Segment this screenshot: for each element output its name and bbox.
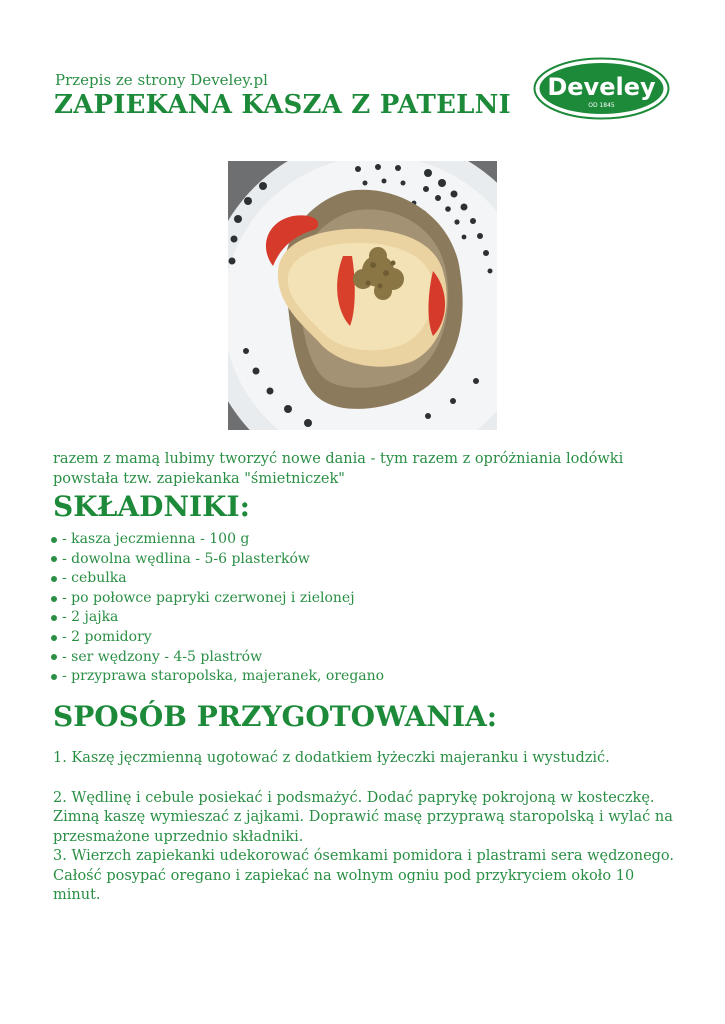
ingredients-list (51, 530, 384, 687)
list-item: - dowolna wędlina - 5-6 plasterków (51, 550, 384, 570)
list-item: - cebulka (51, 569, 384, 589)
list-item: - przyprawa staropolska, majeranek, oregano (51, 667, 384, 687)
bullet-icon (51, 537, 57, 543)
list-item: - 2 jajka (51, 608, 384, 628)
bullet-icon (51, 635, 57, 641)
list-item: - 2 pomidory (51, 628, 384, 648)
list-item: - kasza jeczmienna - 100 g (51, 530, 384, 550)
list-item: - po połowce papryki czerwonej i zielonej (51, 589, 384, 609)
recipe-title: ZAPIEKANA KASZA Z PATELNI (54, 90, 511, 120)
bullet-icon (51, 674, 57, 680)
intro-text: razem z mamą lubimy tworzyć nowe dania - tym razem z opróżniania lodówki powstała tzw. zapiekanka "śmietniczek" (53, 451, 624, 487)
bullet-icon (51, 576, 57, 582)
ingredients-heading: SKŁADNIKI: (53, 490, 250, 523)
source-line: Przepis ze strony Develey.pl (55, 71, 268, 89)
method-steps (53, 749, 678, 906)
bullet-icon (51, 654, 57, 660)
step-3: 3. Wierzch zapiekanki udekorować ósemkami pomidora i plastrami sera wędzonego. Całość posypać oregano i zapiekać na wolnym ogniu pod przykryciem około 10 minut. (53, 848, 675, 903)
step-2: 2. Wędlinę i cebule posiekać i podsmażyć. Dodać paprykę pokrojoną w kosteczkę. Zimną kaszę wymieszać z jajkami. Doprawić masę przyprawą staropolską i wylać na przesmażone uprzednio składniki. (53, 789, 673, 845)
bullet-icon (51, 615, 57, 621)
dish-photo (228, 161, 497, 430)
logo-since: OD 1845 (588, 102, 615, 109)
spacer (53, 769, 678, 789)
develey-logo (533, 57, 670, 120)
bullet-icon (51, 596, 57, 602)
method-heading: SPOSÓB PRZYGOTOWANIA: (53, 700, 498, 733)
step-1: 1. Kaszę jęczmienną ugotować z dodatkiem łyżeczki majeranku i wystudzić. (53, 750, 610, 766)
logo-brand: Develey (547, 73, 656, 101)
list-item: - ser wędzony - 4-5 plastrów (51, 648, 384, 668)
bullet-icon (51, 556, 57, 562)
